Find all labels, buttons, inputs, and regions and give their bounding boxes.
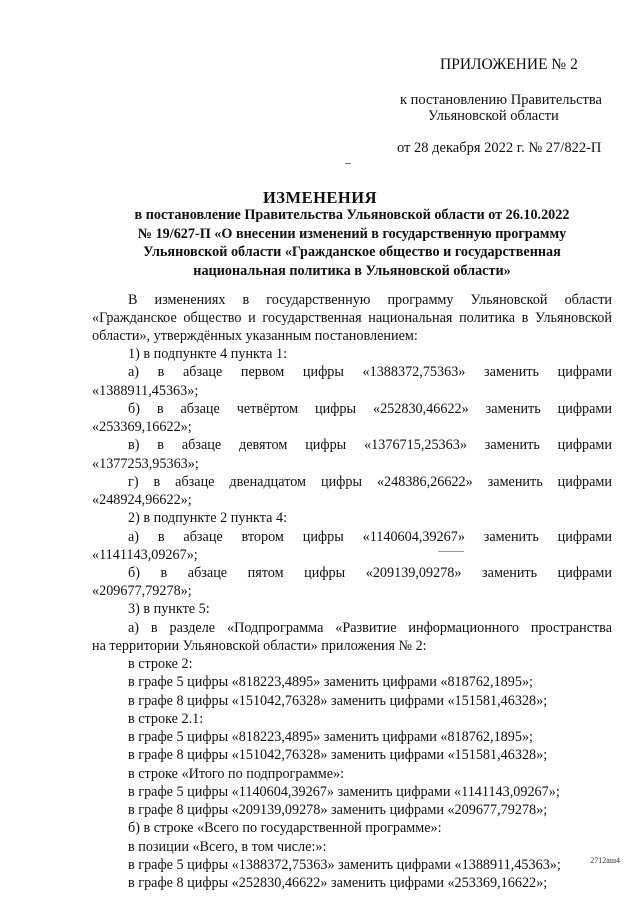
subtitle-line: Ульяновской области «Гражданское общество и государственная	[143, 244, 561, 260]
body-line: «253369,16622»;	[92, 419, 192, 435]
body-line: «1141143,09267»;	[92, 547, 198, 563]
body-line: в графе 8 цифры «151042,76328» заменить цифрами «151581,46328»;	[128, 747, 548, 763]
body-line: в позиции «Всего, в том числе:»:	[128, 839, 327, 855]
body-line: 3) в пункте 5:	[128, 601, 210, 617]
subtitle-line: в постановление Правительства Ульяновской области от 26.10.2022	[134, 207, 570, 223]
body-line: в строке 2.1:	[128, 711, 204, 727]
document-title: ИЗМЕНЕНИЯ	[262, 188, 378, 207]
mark-dash	[345, 163, 351, 164]
body-line: В изменениях в государственную программу Ульяновской области	[128, 292, 612, 308]
body-line: в графе 8 цифры «209139,09278» заменить цифрами «209677,79278»;	[128, 802, 548, 818]
scan-mark	[438, 551, 464, 552]
body-line: «1388911,45363»;	[92, 383, 199, 399]
body-line: а) в абзаце первом цифры «1388372,75363» заменить цифрами	[128, 364, 612, 380]
body-line: г) в абзаце двенадцатом цифры «248386,26622» заменить цифрами	[128, 474, 612, 490]
body-line: б) в абзаце пятом цифры «209139,09278» заменить цифрами	[128, 565, 612, 581]
body-line: 1) в подпункте 4 пункта 1:	[128, 346, 288, 362]
body-line: в строке «Итого по подпрограмме»:	[128, 766, 345, 782]
region-name: Ульяновской области	[428, 108, 559, 124]
body-line: в графе 5 цифры «818223,4895» заменить цифрами «818762,1895»;	[128, 674, 533, 690]
subtitle-line: национальная политика в Ульяновской области»	[193, 263, 511, 279]
body-line: в графе 8 цифры «252830,46622» заменить цифрами «253369,16622»;	[128, 875, 548, 891]
body-line: в) в абзаце девятом цифры «1376715,25363» заменить цифрами	[128, 437, 612, 453]
body-line: б) в абзаце четвёртом цифры «252830,46622» заменить цифрами	[128, 401, 612, 417]
appendix-label: ПРИЛОЖЕНИЕ № 2	[440, 56, 578, 73]
resolution-date-number: от 28 декабря 2022 г. № 27/822-П	[397, 140, 602, 156]
document-code: 2712аш4	[590, 856, 620, 865]
body-line: в графе 5 цифры «1388372,75363» заменить цифрами «1388911,45363»;	[128, 857, 561, 873]
body-line: в графе 5 цифры «818223,4895» заменить цифрами «818762,1895»;	[128, 729, 533, 745]
body-line: «209677,79278»;	[92, 583, 192, 599]
body-line: а) в разделе «Подпрограмма «Развитие информационного пространства	[128, 620, 612, 636]
body-line: на территории Ульяновской области» приложения № 2:	[92, 638, 427, 654]
body-line: в графе 5 цифры «1140604,39267» заменить цифрами «1141143,09267»;	[128, 784, 560, 800]
subtitle-line: № 19/627-П «О внесении изменений в государственную программу	[137, 226, 567, 242]
body-line: в графе 8 цифры «151042,76328» заменить цифрами «151581,46328»;	[128, 693, 548, 709]
body-line: в строке 2:	[128, 656, 193, 672]
body-line: «248924,96622»;	[92, 492, 192, 508]
resolution-reference: к постановлению Правительства	[400, 92, 602, 108]
body-line: области», утверждённых указанным постановлением:	[92, 328, 418, 344]
body-line: 2) в подпункте 2 пункта 4:	[128, 510, 288, 526]
body-line: а) в абзаце втором цифры «1140604,39267» заменить цифрами	[128, 529, 612, 545]
body-line: б) в строке «Всего по государственной программе»:	[128, 820, 442, 836]
body-line: «Гражданское общество и государственная национальная политика в Ульяновской	[92, 310, 612, 326]
body-line: «1377253,95363»;	[92, 456, 199, 472]
